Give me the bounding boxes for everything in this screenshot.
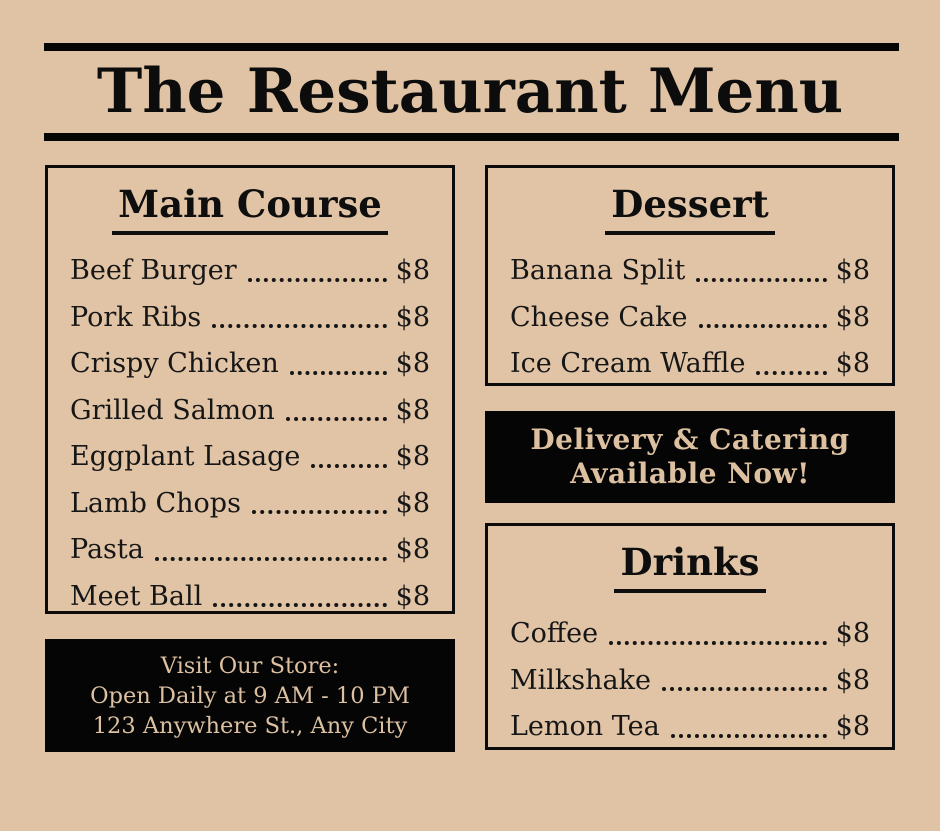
item-name: Grilled Salmon — [70, 394, 275, 426]
dotted-leader — [213, 603, 386, 607]
dotted-leader — [248, 278, 387, 282]
menu-item — [70, 388, 430, 435]
dotted-leader — [155, 557, 387, 561]
item-price: $8 — [835, 618, 870, 649]
menu-item — [510, 704, 870, 751]
dessert-section — [485, 165, 895, 386]
dotted-leader — [662, 687, 827, 691]
store-info-box — [45, 639, 455, 752]
item-name: Coffee — [510, 618, 599, 649]
dotted-leader — [671, 734, 827, 738]
menu-page — [0, 43, 940, 831]
menu-item — [510, 295, 870, 342]
item-price: $8 — [395, 255, 430, 286]
dotted-leader — [756, 371, 826, 375]
item-price: $8 — [835, 664, 870, 696]
item-name: Banana Split — [510, 255, 686, 286]
store-info-line3: 123 Anywhere St., Any City — [92, 712, 408, 739]
store-info-line1: Visit Our Store: — [160, 652, 340, 679]
dotted-leader — [699, 324, 827, 328]
promo-line1: Delivery & Catering — [530, 423, 850, 456]
title-bottom-rule — [44, 133, 899, 141]
main-course-heading-text: Main Course — [112, 182, 388, 235]
item-name: Crispy Chicken — [70, 348, 279, 379]
dotted-leader — [609, 641, 827, 645]
item-name: Beef Burger — [70, 255, 237, 286]
main-course-section — [45, 165, 455, 614]
dotted-leader — [286, 417, 387, 421]
drinks-heading — [510, 540, 870, 593]
item-price: $8 — [395, 301, 430, 333]
item-price: $8 — [395, 394, 430, 426]
item-name: Cheese Cake — [510, 301, 688, 333]
item-price: $8 — [835, 348, 870, 379]
menu-item — [70, 434, 430, 481]
dotted-leader — [252, 510, 387, 514]
promo-line2: Available Now! — [570, 457, 810, 490]
item-price: $8 — [395, 580, 430, 612]
page-title: The Restaurant Menu — [96, 56, 844, 127]
dotted-leader — [311, 464, 386, 468]
item-price: $8 — [395, 534, 430, 565]
dessert-heading — [510, 182, 870, 235]
menu-item — [510, 341, 870, 388]
menu-item — [70, 248, 430, 295]
dessert-heading-text: Dessert — [605, 182, 774, 235]
item-price: $8 — [835, 301, 870, 333]
item-price: $8 — [395, 441, 430, 472]
drinks-section — [485, 523, 895, 750]
main-course-list — [70, 248, 430, 620]
menu-item — [70, 527, 430, 574]
menu-item — [510, 248, 870, 295]
menu-item — [70, 341, 430, 388]
item-name: Pork Ribs — [70, 301, 202, 333]
item-name: Meet Ball — [70, 580, 203, 612]
item-name: Eggplant Lasage — [70, 441, 301, 472]
main-course-heading — [70, 182, 430, 235]
item-price: $8 — [395, 487, 430, 519]
drinks-heading-text: Drinks — [614, 540, 765, 593]
menu-item — [510, 658, 870, 705]
item-name: Ice Cream Waffle — [510, 348, 746, 379]
promo-banner — [485, 411, 895, 503]
right-column — [485, 165, 895, 752]
menu-columns — [45, 165, 895, 752]
item-price: $8 — [835, 255, 870, 286]
store-info-line2: Open Daily at 9 AM - 10 PM — [90, 682, 410, 709]
dotted-leader — [290, 371, 387, 375]
left-column — [45, 165, 455, 752]
item-name: Lemon Tea — [510, 711, 660, 742]
drinks-list — [510, 611, 870, 751]
menu-item — [70, 295, 430, 342]
menu-item — [70, 481, 430, 528]
item-name: Pasta — [70, 534, 144, 565]
menu-item — [70, 574, 430, 621]
item-name: Milkshake — [510, 664, 651, 696]
item-price: $8 — [835, 711, 870, 742]
menu-item — [510, 611, 870, 658]
dessert-list — [510, 248, 870, 388]
dotted-leader — [212, 324, 386, 328]
item-price: $8 — [395, 348, 430, 379]
title-top-rule — [44, 43, 899, 51]
dotted-leader — [696, 278, 826, 282]
item-name: Lamb Chops — [70, 487, 241, 519]
